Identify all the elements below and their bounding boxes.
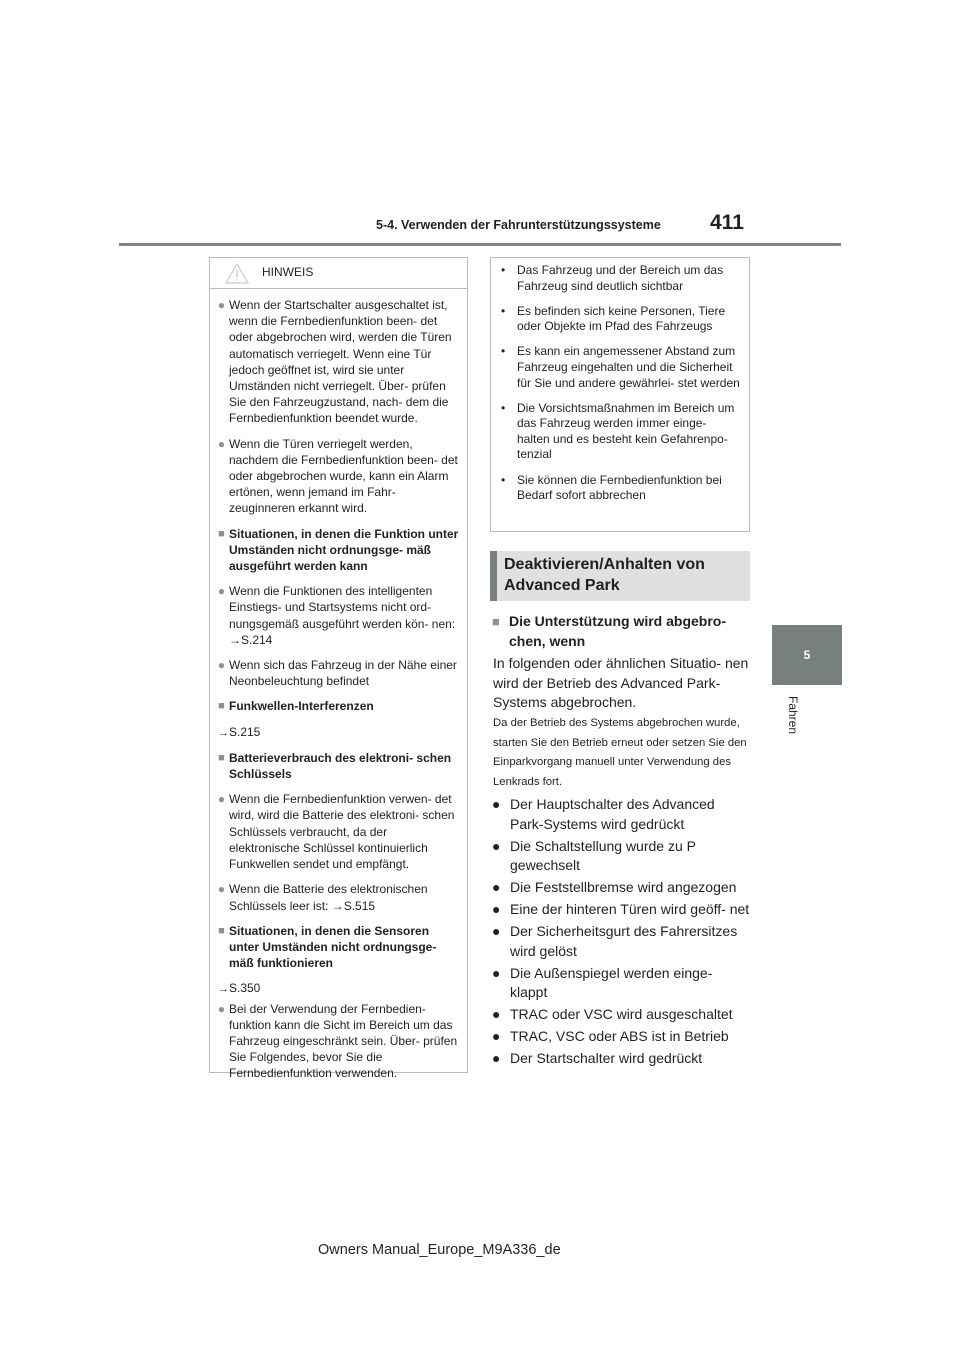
bullet-dot-icon: ●: [492, 901, 501, 917]
checklist-item: [501, 473, 741, 504]
subsection-heading-text: Die Unterstützung wird abgebro- chen, wenn: [509, 613, 726, 649]
condition-item: [492, 795, 750, 834]
bullet-circle-icon: ●: [217, 792, 226, 807]
checklist-item: [501, 304, 741, 335]
reference-text: S.350: [229, 981, 261, 996]
condition-text: Der Startschalter wird gedrückt: [510, 1050, 703, 1066]
note-subheading-text: Situationen, in denen die Funktion unter Umständen nicht ordnungsge- mäß ausgeführt werden kann: [229, 526, 459, 574]
condition-text: Die Feststellbremse wird angezogen: [510, 879, 737, 895]
bullet-dot-icon: •: [501, 400, 506, 415]
condition-item: [492, 1027, 750, 1047]
condition-text: Die Schaltstellung wurde zu P gewechselt: [510, 837, 696, 873]
condition-item: [492, 900, 750, 920]
bullet-square-icon: ■: [218, 527, 225, 540]
note-item: [214, 436, 459, 517]
note-item: [214, 791, 459, 872]
note-title: HINWEIS: [262, 265, 314, 279]
bullet-circle-icon: ●: [217, 658, 226, 673]
reference-text: S.215: [229, 724, 261, 739]
bullet-square-icon: ■: [492, 614, 500, 629]
page-number: 411: [710, 211, 744, 234]
bullet-square-icon: ■: [218, 700, 225, 713]
checklist-item-text: Die Vorsichtsmaßnahmen im Bereich um das Fahrzeug werden immer einge- halten und es besteht kein Gefahrenpo- tenzial: [517, 400, 735, 462]
header-title: 5-4. Verwenden der Fahrunterstützungssysteme: [376, 218, 661, 232]
note-subheading-text: Situationen, in denen die Sensoren unter Umständen nicht ordnungsge- mäß funktionieren: [229, 923, 437, 971]
note-item: [214, 657, 459, 689]
note-item-text: Bei der Verwendung der Fernbedien- funktion kann die Sicht im Bereich um das Fahrzeug eingeschränkt sein. Über- prüfen Sie Folgendes, bevor Sie die Fernbedienfunktion verwenden.: [229, 1001, 458, 1081]
bullet-dot-icon: ●: [492, 1050, 501, 1066]
intro-paragraph: In folgenden oder ähnlichen Situatio- nen wird der Betrieb des Advanced Park-Systems abgebrochen.: [493, 655, 749, 710]
bullet-dot-icon: ●: [492, 837, 501, 854]
arrow-right-icon: →: [218, 726, 229, 739]
chapter-label: Fahren: [786, 696, 800, 735]
condition-item: [492, 1005, 750, 1025]
note-subheading: [214, 698, 459, 714]
page-reference: [214, 980, 459, 997]
condition-item: [492, 922, 750, 961]
bullet-dot-icon: •: [501, 303, 506, 318]
footer-text: Owners Manual_Europe_M9A336_de: [318, 1242, 561, 1258]
small-note: Da der Betrieb des Systems abgebrochen wurde, starten Sie den Betrieb erneut oder setzen Sie den Einparkvorgang manuell unter Verwendung des Lenkrads fort.: [493, 717, 747, 788]
note-subheading: [214, 750, 459, 782]
note-item: [214, 1001, 459, 1082]
section-heading: Deaktivieren/Anhalten von Advanced Park: [490, 551, 750, 601]
bullet-circle-icon: ●: [217, 1001, 226, 1016]
condition-text: Eine der hinteren Türen wird geöff- net: [510, 901, 750, 917]
checklist-item: [501, 344, 741, 391]
condition-text: TRAC, VSC oder ABS ist in Betrieb: [510, 1028, 729, 1044]
checklist-item-text: Das Fahrzeug und der Bereich um das Fahrzeug sind deutlich sichtbar: [517, 263, 724, 293]
note-item-text: Wenn sich das Fahrzeug in der Nähe einer Neonbeleuchtung befindet: [229, 658, 457, 689]
note-subheading-text: Funkwellen-Interferenzen: [229, 699, 374, 714]
checklist-item-text: Es kann ein angemessener Abstand zum Fahrzeug eingehalten und die Sicherheit für Sie und andere gewährlei- stet werden: [517, 344, 740, 390]
bullet-square-icon: ■: [218, 924, 225, 937]
note-subheading: [214, 923, 459, 972]
bullet-circle-icon: ●: [217, 436, 226, 451]
condition-list: [492, 795, 750, 1071]
bullet-dot-icon: ●: [492, 796, 501, 812]
arrow-right-icon: →: [218, 983, 229, 996]
chapter-tab: [772, 625, 842, 685]
note-subheading: [214, 526, 459, 575]
note-item: [214, 297, 459, 427]
condition-item: [492, 837, 750, 876]
page-reference: [214, 724, 459, 741]
note-box: [209, 257, 468, 1081]
note-item-text: Wenn die Funktionen des intelligenten Einstiegs- und Startsystems nicht ord- nungsgemäß ausgeführt werden kön- nen: →S.214: [229, 584, 456, 647]
note-item: [214, 583, 459, 648]
condition-item: [492, 878, 750, 898]
bullet-circle-icon: ●: [217, 584, 226, 599]
bullet-dot-icon: ●: [492, 879, 501, 895]
bullet-dot-icon: ●: [492, 1006, 501, 1022]
checklist-box: [490, 257, 750, 532]
note-item-text: Wenn die Fernbedienfunktion verwen- det wird, wird die Batterie des elektroni- schen Schlüssels verbraucht, da der elektronische Schlüssel kontinuierlich Funkwellen sendet und empfängt.: [229, 792, 455, 872]
chapter-number: 5: [803, 648, 811, 662]
bullet-dot-icon: ●: [492, 964, 501, 981]
bullet-dot-icon: •: [501, 472, 506, 487]
condition-item: [492, 964, 750, 1003]
header-rule: [119, 243, 841, 246]
condition-text: TRAC oder VSC wird ausgeschaltet: [510, 1006, 733, 1022]
checklist-item-text: Sie können die Fernbedienfunktion bei Bedarf sofort abbrechen: [517, 472, 722, 503]
note-header: [210, 258, 467, 289]
note-body: [210, 289, 467, 1082]
bullet-square-icon: ■: [218, 751, 225, 764]
bullet-dot-icon: ●: [492, 923, 501, 939]
bullet-circle-icon: ●: [217, 298, 226, 312]
condition-text: Der Hauptschalter des Advanced Park-Systems wird gedrückt: [510, 796, 715, 832]
note-item: [214, 881, 459, 913]
checklist-item: [501, 401, 741, 463]
warning-icon: [225, 263, 249, 284]
note-item-text: Wenn der Startschalter ausgeschaltet ist, wenn die Fernbedienfunktion been- det oder abgebrochen wird, werden die Türen automatisch verriegelt. Wenn eine Tür jedoch geöffnet ist, wird sie unter Umständen nicht verriegelt. Über- prüfen Sie den Fahrzeugzustand, nach- dem die Fernbedienfunktion beendet wurde.: [229, 298, 452, 426]
note-item-text: Wenn die Türen verriegelt werden, nachdem die Fernbedienfunktion been- det oder abgebrochen wurde, kann ein Alarm ertönen, wenn jemand im Fahr- zeuginneren erkannt wird.: [229, 436, 458, 516]
checklist-item-text: Es befinden sich keine Personen, Tiere oder Objekte im Pfad des Fahrzeugs: [517, 303, 726, 334]
note-item-text: Wenn die Batterie des elektronischen Schlüssels leer ist: →S.515: [229, 882, 428, 913]
note-subheading-text: Batterieverbrauch des elektroni- schen Schlüssels: [229, 750, 452, 782]
condition-text: Der Sicherheitsgurt des Fahrersitzes wird gelöst: [510, 923, 738, 959]
condition-item: [492, 1049, 750, 1069]
bullet-circle-icon: ●: [217, 882, 226, 897]
bullet-dot-icon: •: [501, 344, 506, 359]
subsection-heading: [492, 612, 750, 651]
condition-text: Die Außenspiegel werden einge- klappt: [510, 964, 713, 1000]
bullet-dot-icon: •: [501, 263, 506, 277]
checklist-item: [501, 263, 741, 294]
bullet-dot-icon: ●: [492, 1028, 501, 1044]
